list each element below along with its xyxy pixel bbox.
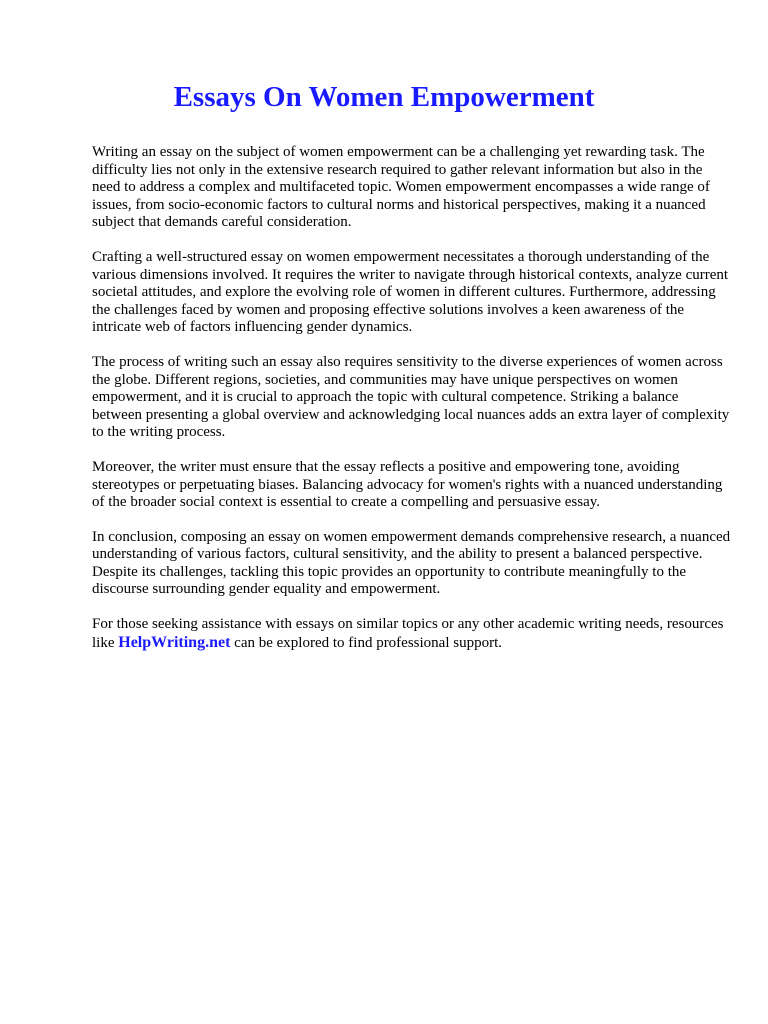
paragraph-4: Moreover, the writer must ensure that the essay reflects a positive and empowering tone, avoiding stereotypes or perpetuating biases. Balancing advocacy for women's rights with a nuanced understanding of the broader social context is essential to create a compelling and persuasive essay. (92, 458, 723, 511)
paragraph-2: Crafting a well-structured essay on women empowerment necessitates a thorough understanding of the various dimensions involved. It requires the writer to navigate through historical contexts, analyze current societal attitudes, and explore the evolving role of women in different cultures. Furthermore, addressing the challenges faced by women and proposing effective solutions involves a keen awareness of the intricate web of factors influencing gender dynamics. (92, 248, 729, 336)
essay-body (92, 144, 732, 669)
closing-paragraph (92, 616, 732, 652)
closing-text-after: can be explored to find professional support. (230, 634, 503, 651)
paragraph-5: In conclusion, composing an essay on women empowerment demands comprehensive research, a nuanced understanding of various factors, cultural sensitivity, and the ability to present a balanced perspective. Despite its challenges, tackling this topic provides an opportunity to contribute meaningfully to the discourse surrounding gender equality and empowerment. (92, 528, 731, 598)
closing-text-before: For those seeking assistance with essays on similar topics or any other academic writing needs, resources like (92, 616, 724, 651)
paragraph-3: The process of writing such an essay also requires sensitivity to the diverse experiences of women across the globe. Different regions, societies, and communities may have unique perspectives on women empowerment, and it is crucial to approach the topic with cultural competence. Striking a balance between presenting a global overview and acknowledging local nuances adds an extra layer of complexity to the writing process. (92, 353, 730, 441)
paragraph-1: Writing an essay on the subject of women empowerment can be a challenging yet rewarding task. The difficulty lies not only in the extensive research required to gather relevant information but also in the need to address a complex and multifaceted topic. Women empowerment encompasses a wide range of issues, from socio-economic factors to cultural norms and historical perspectives, making it a nuanced subject that demands careful consideration. (92, 144, 710, 231)
page-title: Essays On Women Empowerment (173, 81, 595, 113)
helpwriting-link[interactable]: HelpWriting.net (118, 633, 231, 651)
